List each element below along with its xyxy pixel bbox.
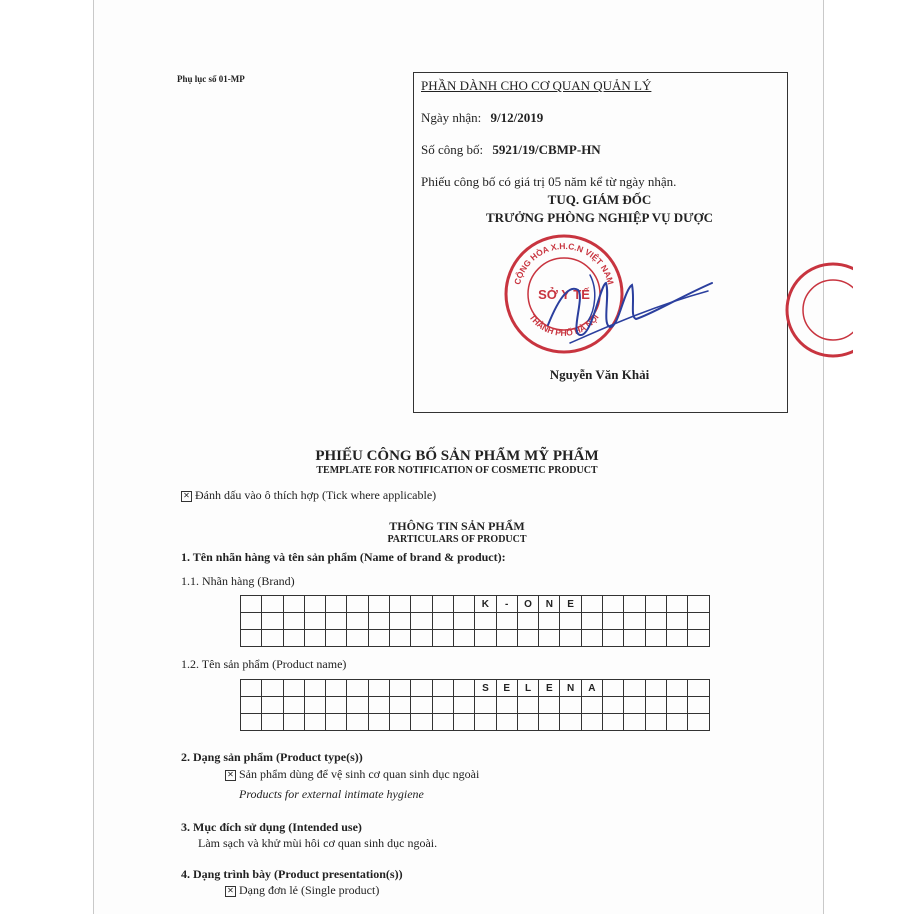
grid-cell bbox=[603, 680, 624, 697]
grid-cell bbox=[304, 596, 325, 613]
grid-cell bbox=[262, 596, 283, 613]
form-title-en: TEMPLATE FOR NOTIFICATION OF COSMETIC PRODUCT bbox=[316, 465, 598, 476]
grid-cell bbox=[560, 613, 581, 630]
stamp-ring-top: CỘNG HÒA X.H.C.N VIỆT NAM bbox=[512, 240, 616, 286]
grid-cell bbox=[475, 697, 496, 714]
grid-cell bbox=[326, 714, 347, 731]
grid-cell bbox=[326, 630, 347, 647]
signer-name: Nguyễn Văn Khải bbox=[549, 367, 650, 382]
grid-cell bbox=[645, 596, 666, 613]
grid-cell bbox=[432, 596, 453, 613]
grid-cell bbox=[453, 680, 474, 697]
section-title-en: PARTICULARS OF PRODUCT bbox=[387, 534, 527, 545]
grid-cell bbox=[304, 630, 325, 647]
stamp-center-text: SỞ Y TẾ bbox=[538, 287, 590, 302]
brand-label: 1.1. Nhãn hàng (Brand) bbox=[181, 574, 295, 588]
grid-cell bbox=[411, 680, 432, 697]
grid-cell bbox=[347, 596, 368, 613]
grid-cell bbox=[432, 613, 453, 630]
grid-cell bbox=[624, 630, 645, 647]
grid-cell bbox=[347, 714, 368, 731]
grid-cell bbox=[241, 596, 262, 613]
grid-cell bbox=[624, 613, 645, 630]
grid-cell bbox=[390, 697, 411, 714]
grid-cell bbox=[645, 714, 666, 731]
grid-cell bbox=[411, 613, 432, 630]
grid-row bbox=[241, 697, 710, 714]
grid-cell: E bbox=[496, 680, 517, 697]
validity-text: Phiếu công bố có giá trị 05 năm kể từ ngày nhận. bbox=[421, 174, 677, 189]
grid-cell bbox=[496, 714, 517, 731]
grid-cell bbox=[666, 714, 687, 731]
checked-box-icon: ✕ bbox=[181, 491, 192, 502]
grid-cell bbox=[368, 714, 389, 731]
grid-cell bbox=[688, 630, 709, 647]
grid-cell bbox=[581, 630, 602, 647]
grid-cell bbox=[645, 680, 666, 697]
notification-no-value: 5921/19/CBMP-HN bbox=[492, 142, 601, 157]
received-date-label: Ngày nhận: bbox=[421, 110, 482, 125]
grid-cell bbox=[624, 596, 645, 613]
tick-note-text: Đánh dấu vào ô thích hợp (Tick where applicable) bbox=[195, 488, 437, 502]
grid-cell bbox=[517, 630, 538, 647]
grid-cell bbox=[326, 596, 347, 613]
q4-option bbox=[225, 883, 379, 898]
grid-cell bbox=[539, 697, 560, 714]
grid-cell bbox=[262, 680, 283, 697]
grid-cell bbox=[666, 697, 687, 714]
grid-cell bbox=[390, 630, 411, 647]
grid-cell bbox=[666, 613, 687, 630]
grid-cell bbox=[496, 613, 517, 630]
stamp-ring-bottom: THÀNH PHỐ HÀ NỘI bbox=[527, 312, 601, 338]
grid-row bbox=[241, 714, 710, 731]
grid-cell bbox=[283, 613, 304, 630]
signer-title-2: TRƯỞNG PHÒNG NGHIỆP VỤ DƯỢC bbox=[485, 210, 714, 225]
grid-row bbox=[241, 680, 710, 697]
grid-cell bbox=[283, 596, 304, 613]
partial-stamp bbox=[783, 255, 853, 365]
grid-cell bbox=[581, 714, 602, 731]
grid-cell: N bbox=[539, 596, 560, 613]
grid-cell bbox=[453, 697, 474, 714]
grid-cell bbox=[475, 630, 496, 647]
grid-cell bbox=[347, 680, 368, 697]
grid-cell bbox=[347, 613, 368, 630]
grid-cell bbox=[453, 630, 474, 647]
grid-cell bbox=[283, 714, 304, 731]
grid-cell bbox=[624, 697, 645, 714]
grid-cell bbox=[603, 714, 624, 731]
grid-cell: O bbox=[517, 596, 538, 613]
grid-cell bbox=[411, 697, 432, 714]
grid-cell bbox=[666, 680, 687, 697]
grid-cell: K bbox=[475, 596, 496, 613]
q4-title: 4. Dạng trình bày (Product presentation(s)) bbox=[181, 867, 403, 881]
grid-cell bbox=[624, 680, 645, 697]
grid-cell bbox=[688, 697, 709, 714]
grid-cell bbox=[432, 697, 453, 714]
received-date-value: 9/12/2019 bbox=[490, 110, 544, 125]
product-label: 1.2. Tên sản phẩm (Product name) bbox=[181, 657, 347, 671]
grid-cell bbox=[688, 714, 709, 731]
q2-title: 2. Dạng sản phẩm (Product type(s)) bbox=[181, 750, 363, 764]
grid-cell bbox=[645, 630, 666, 647]
grid-cell bbox=[368, 613, 389, 630]
grid-cell bbox=[560, 714, 581, 731]
grid-cell bbox=[241, 630, 262, 647]
grid-cell bbox=[390, 613, 411, 630]
received-date-row bbox=[421, 110, 543, 126]
grid-cell bbox=[262, 630, 283, 647]
grid-cell bbox=[304, 613, 325, 630]
grid-cell bbox=[688, 613, 709, 630]
grid-cell bbox=[347, 630, 368, 647]
grid-cell bbox=[432, 714, 453, 731]
grid-cell bbox=[496, 630, 517, 647]
grid-cell bbox=[411, 714, 432, 731]
grid-cell bbox=[241, 714, 262, 731]
admin-box-title: PHẦN DÀNH CHO CƠ QUAN QUẢN LÝ bbox=[421, 78, 652, 93]
grid-cell bbox=[304, 714, 325, 731]
grid-cell bbox=[453, 596, 474, 613]
grid-cell bbox=[517, 613, 538, 630]
checked-box-icon: ✕ bbox=[225, 770, 236, 781]
grid-cell: N bbox=[560, 680, 581, 697]
tick-note bbox=[181, 488, 436, 503]
grid-cell bbox=[475, 613, 496, 630]
grid-cell bbox=[368, 680, 389, 697]
grid-cell bbox=[326, 613, 347, 630]
grid-cell bbox=[581, 697, 602, 714]
grid-cell bbox=[581, 596, 602, 613]
grid-cell: A bbox=[581, 680, 602, 697]
grid-cell bbox=[326, 680, 347, 697]
grid-cell bbox=[560, 630, 581, 647]
grid-cell bbox=[368, 596, 389, 613]
brand-grid bbox=[240, 595, 710, 647]
grid-cell bbox=[347, 697, 368, 714]
grid-cell bbox=[581, 613, 602, 630]
grid-cell bbox=[262, 697, 283, 714]
signer-title-1: TUQ. GIÁM ĐỐC bbox=[547, 192, 652, 207]
q2-option bbox=[225, 767, 479, 782]
grid-cell: E bbox=[560, 596, 581, 613]
grid-cell bbox=[390, 596, 411, 613]
grid-cell bbox=[283, 697, 304, 714]
annex-label: Phụ lục số 01-MP bbox=[177, 74, 245, 84]
grid-row bbox=[241, 630, 710, 647]
grid-row bbox=[241, 596, 710, 613]
grid-cell bbox=[496, 697, 517, 714]
grid-cell bbox=[453, 714, 474, 731]
grid-cell bbox=[645, 613, 666, 630]
grid-row bbox=[241, 613, 710, 630]
grid-cell bbox=[241, 680, 262, 697]
grid-cell bbox=[411, 596, 432, 613]
grid-cell bbox=[283, 680, 304, 697]
grid-cell bbox=[283, 630, 304, 647]
q4-option-text: Dạng đơn lẻ (Single product) bbox=[239, 883, 380, 897]
grid-cell bbox=[262, 613, 283, 630]
grid-cell bbox=[539, 714, 560, 731]
grid-cell bbox=[688, 680, 709, 697]
grid-cell bbox=[517, 714, 538, 731]
grid-cell bbox=[432, 630, 453, 647]
grid-cell bbox=[603, 630, 624, 647]
grid-cell bbox=[390, 680, 411, 697]
grid-cell: L bbox=[517, 680, 538, 697]
checked-box-icon: ✕ bbox=[225, 886, 236, 897]
grid-cell bbox=[603, 596, 624, 613]
grid-cell bbox=[517, 697, 538, 714]
grid-cell bbox=[603, 697, 624, 714]
signature-mark bbox=[540, 255, 720, 350]
notification-no-label: Số công bố: bbox=[421, 142, 484, 157]
grid-cell bbox=[390, 714, 411, 731]
section-title: THÔNG TIN SẢN PHẨM bbox=[389, 519, 525, 533]
grid-cell bbox=[666, 596, 687, 613]
grid-cell bbox=[411, 630, 432, 647]
grid-cell bbox=[368, 697, 389, 714]
grid-cell bbox=[645, 697, 666, 714]
grid-cell bbox=[453, 613, 474, 630]
grid-cell bbox=[368, 630, 389, 647]
product-grid bbox=[240, 679, 710, 731]
grid-cell bbox=[560, 697, 581, 714]
grid-cell: S bbox=[475, 680, 496, 697]
grid-cell: - bbox=[496, 596, 517, 613]
grid-cell bbox=[262, 714, 283, 731]
q2-option-text: Sản phẩm dùng để vệ sinh cơ quan sinh dục ngoài bbox=[239, 767, 480, 781]
q2-option-en: Products for external intimate hygiene bbox=[239, 787, 424, 801]
q1-title: 1. Tên nhãn hàng và tên sản phẩm (Name of brand & product): bbox=[181, 550, 506, 564]
form-title: PHIẾU CÔNG BỐ SẢN PHẨM MỸ PHẨM bbox=[315, 448, 599, 464]
grid-cell bbox=[603, 613, 624, 630]
grid-cell bbox=[539, 613, 560, 630]
grid-cell bbox=[624, 714, 645, 731]
grid-cell bbox=[241, 613, 262, 630]
grid-cell bbox=[666, 630, 687, 647]
q3-text: Làm sạch và khử mùi hôi cơ quan sinh dục ngoài. bbox=[198, 836, 438, 850]
q3-title: 3. Mục đích sử dụng (Intended use) bbox=[181, 820, 362, 834]
grid-cell bbox=[304, 697, 325, 714]
grid-cell bbox=[432, 680, 453, 697]
grid-cell bbox=[539, 630, 560, 647]
grid-cell bbox=[241, 697, 262, 714]
grid-cell bbox=[304, 680, 325, 697]
notification-no-row bbox=[421, 142, 601, 158]
grid-cell bbox=[475, 714, 496, 731]
grid-cell: E bbox=[539, 680, 560, 697]
grid-cell bbox=[688, 596, 709, 613]
grid-cell bbox=[326, 697, 347, 714]
